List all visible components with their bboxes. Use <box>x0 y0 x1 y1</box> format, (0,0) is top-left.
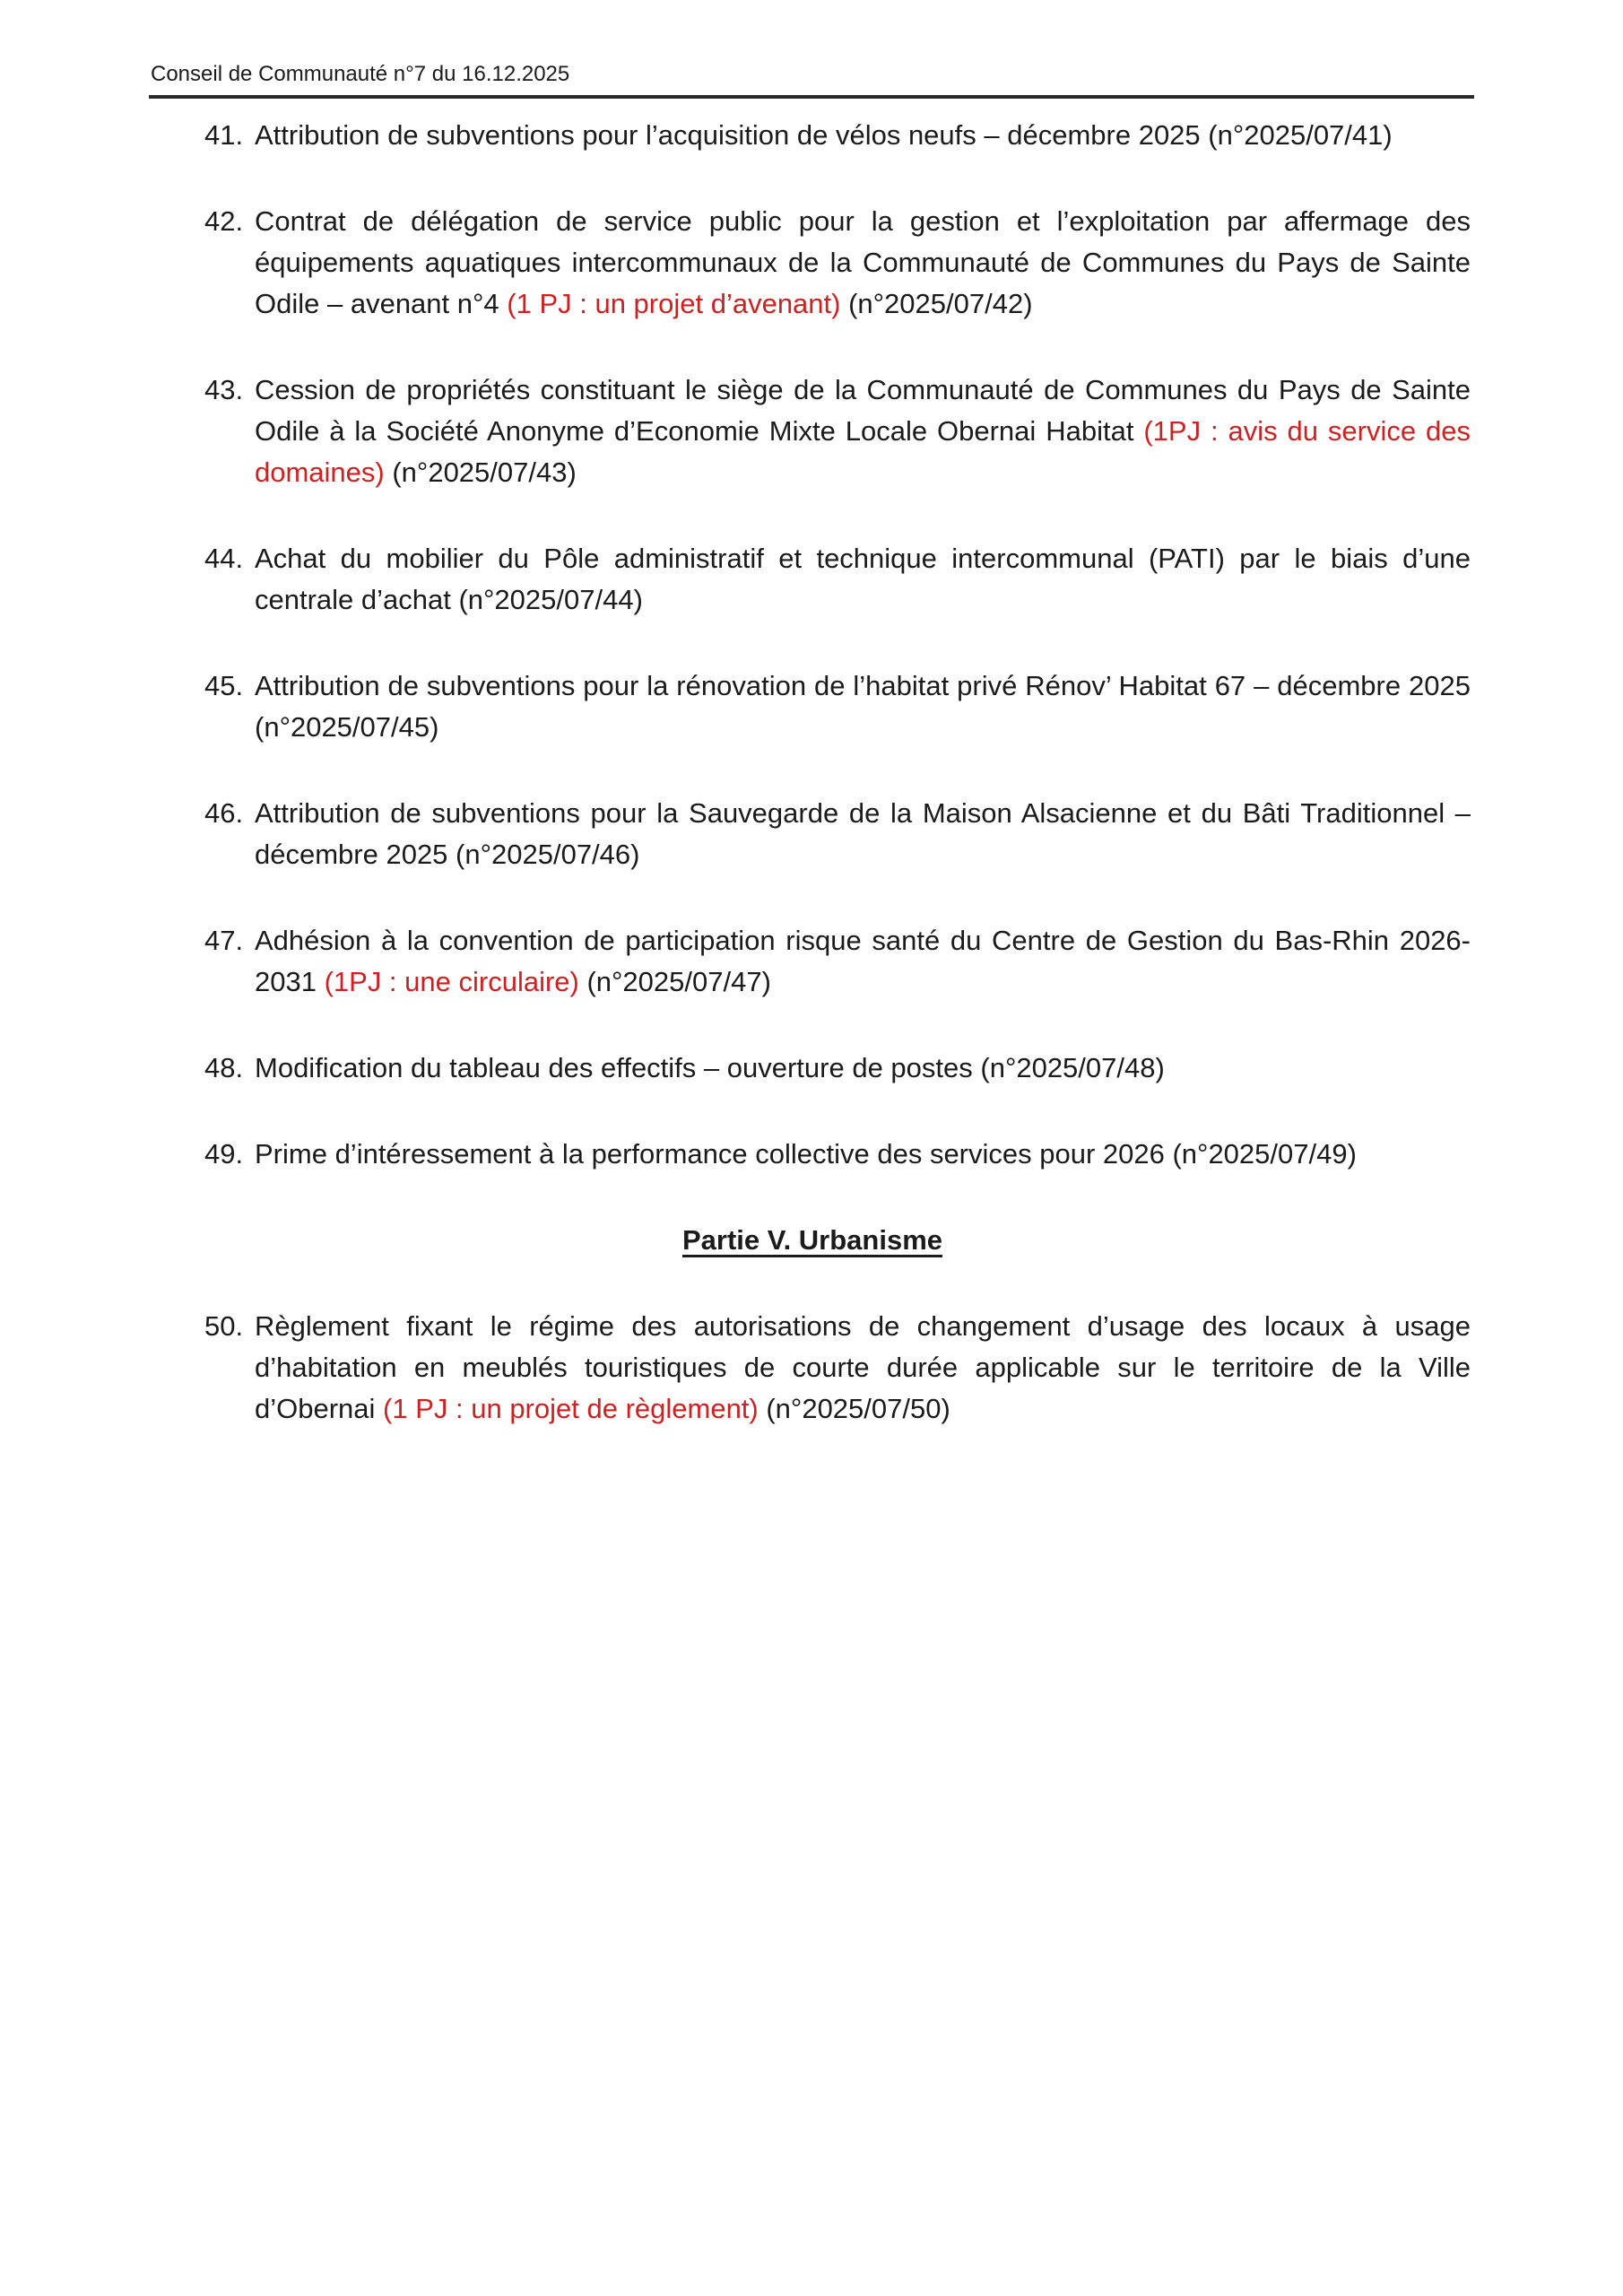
item-number: 46. <box>204 797 244 829</box>
item-text: Cession de propriétés constituant le siège de la Communauté de Communes du Pays de Sainte Odile à la Société Anonyme d’Economie Mixte Locale Obernai Habitat <box>255 374 1471 447</box>
item-text: (n°2025/07/47) <box>578 966 771 997</box>
item-number: 45. <box>204 670 244 701</box>
agenda-item <box>154 665 1471 748</box>
item-number: 49. <box>204 1138 244 1170</box>
item-text: Attribution de subventions pour la rénovation de l’habitat privé Rénov’ Habitat 67 – décembre 2025 (n°2025/07/45) <box>255 670 1471 743</box>
attachment-note: (1PJ : une circulaire) <box>324 966 579 997</box>
item-text: Règlement fixant le régime des autorisations de changement d’usage des locaux à usage d’habitation en meublés touristiques de courte durée applicable sur le territoire de la Ville d’Obernai <box>255 1310 1471 1424</box>
item-number: 50. <box>204 1310 244 1342</box>
item-number: 41. <box>204 119 244 151</box>
agenda-item <box>154 1048 1471 1089</box>
item-text: Adhésion à la convention de participation risque santé du Centre de Gestion du Bas-Rhin 2026-2031 <box>255 925 1471 997</box>
item-text: Attribution de subventions pour la Sauvegarde de la Maison Alsacienne et du Bâti Traditionnel – décembre 2025 (n°2025/07/46) <box>255 797 1471 870</box>
page-header-title: Conseil de Communauté n°7 du 16.12.2025 <box>151 62 570 86</box>
item-number: 42. <box>204 205 244 237</box>
agenda-item <box>154 920 1471 1003</box>
item-text: Attribution de subventions pour l’acquisition de vélos neufs – décembre 2025 (n°2025/07/41) <box>255 119 1393 151</box>
item-text: Contrat de délégation de service public pour la gestion et l’exploitation par affermage des équipements aquatiques intercommunaux de la Communauté de Communes du Pays de Sainte Odile – avenant n°4 <box>255 205 1471 319</box>
attachment-note: (1PJ : avis du service des domaines) <box>255 415 1471 488</box>
header-rule <box>149 95 1474 99</box>
item-number: 43. <box>204 374 244 405</box>
agenda-item <box>154 1134 1471 1175</box>
attachment-note: (1 PJ : un projet de règlement) <box>383 1393 759 1424</box>
page-header <box>151 63 569 86</box>
item-text: Achat du mobilier du Pôle administratif et technique intercommunal (PATI) par le biais d’une centrale d’achat (n°2025/07/44) <box>255 543 1471 615</box>
item-number: 44. <box>204 543 244 574</box>
section-heading <box>154 1220 1471 1261</box>
item-number: 47. <box>204 925 244 956</box>
item-text: Modification du tableau des effectifs – ouverture de postes (n°2025/07/48) <box>255 1052 1165 1083</box>
attachment-note: (1 PJ : un projet d’avenant) <box>507 288 841 319</box>
item-number: 48. <box>204 1052 244 1083</box>
agenda-item <box>154 370 1471 493</box>
agenda-item <box>154 538 1471 621</box>
section-heading-text: Partie V. Urbanisme <box>681 1224 943 1256</box>
agenda-list <box>154 115 1471 1474</box>
item-text: Prime d’intéressement à la performance collective des services pour 2026 (n°2025/07/49) <box>255 1138 1357 1170</box>
agenda-item <box>154 1306 1471 1430</box>
item-text: (n°2025/07/42) <box>840 288 1033 319</box>
agenda-item <box>154 793 1471 875</box>
agenda-item <box>154 201 1471 325</box>
agenda-item <box>154 115 1471 156</box>
item-text: (n°2025/07/43) <box>384 457 577 488</box>
item-text: (n°2025/07/50) <box>758 1393 950 1424</box>
